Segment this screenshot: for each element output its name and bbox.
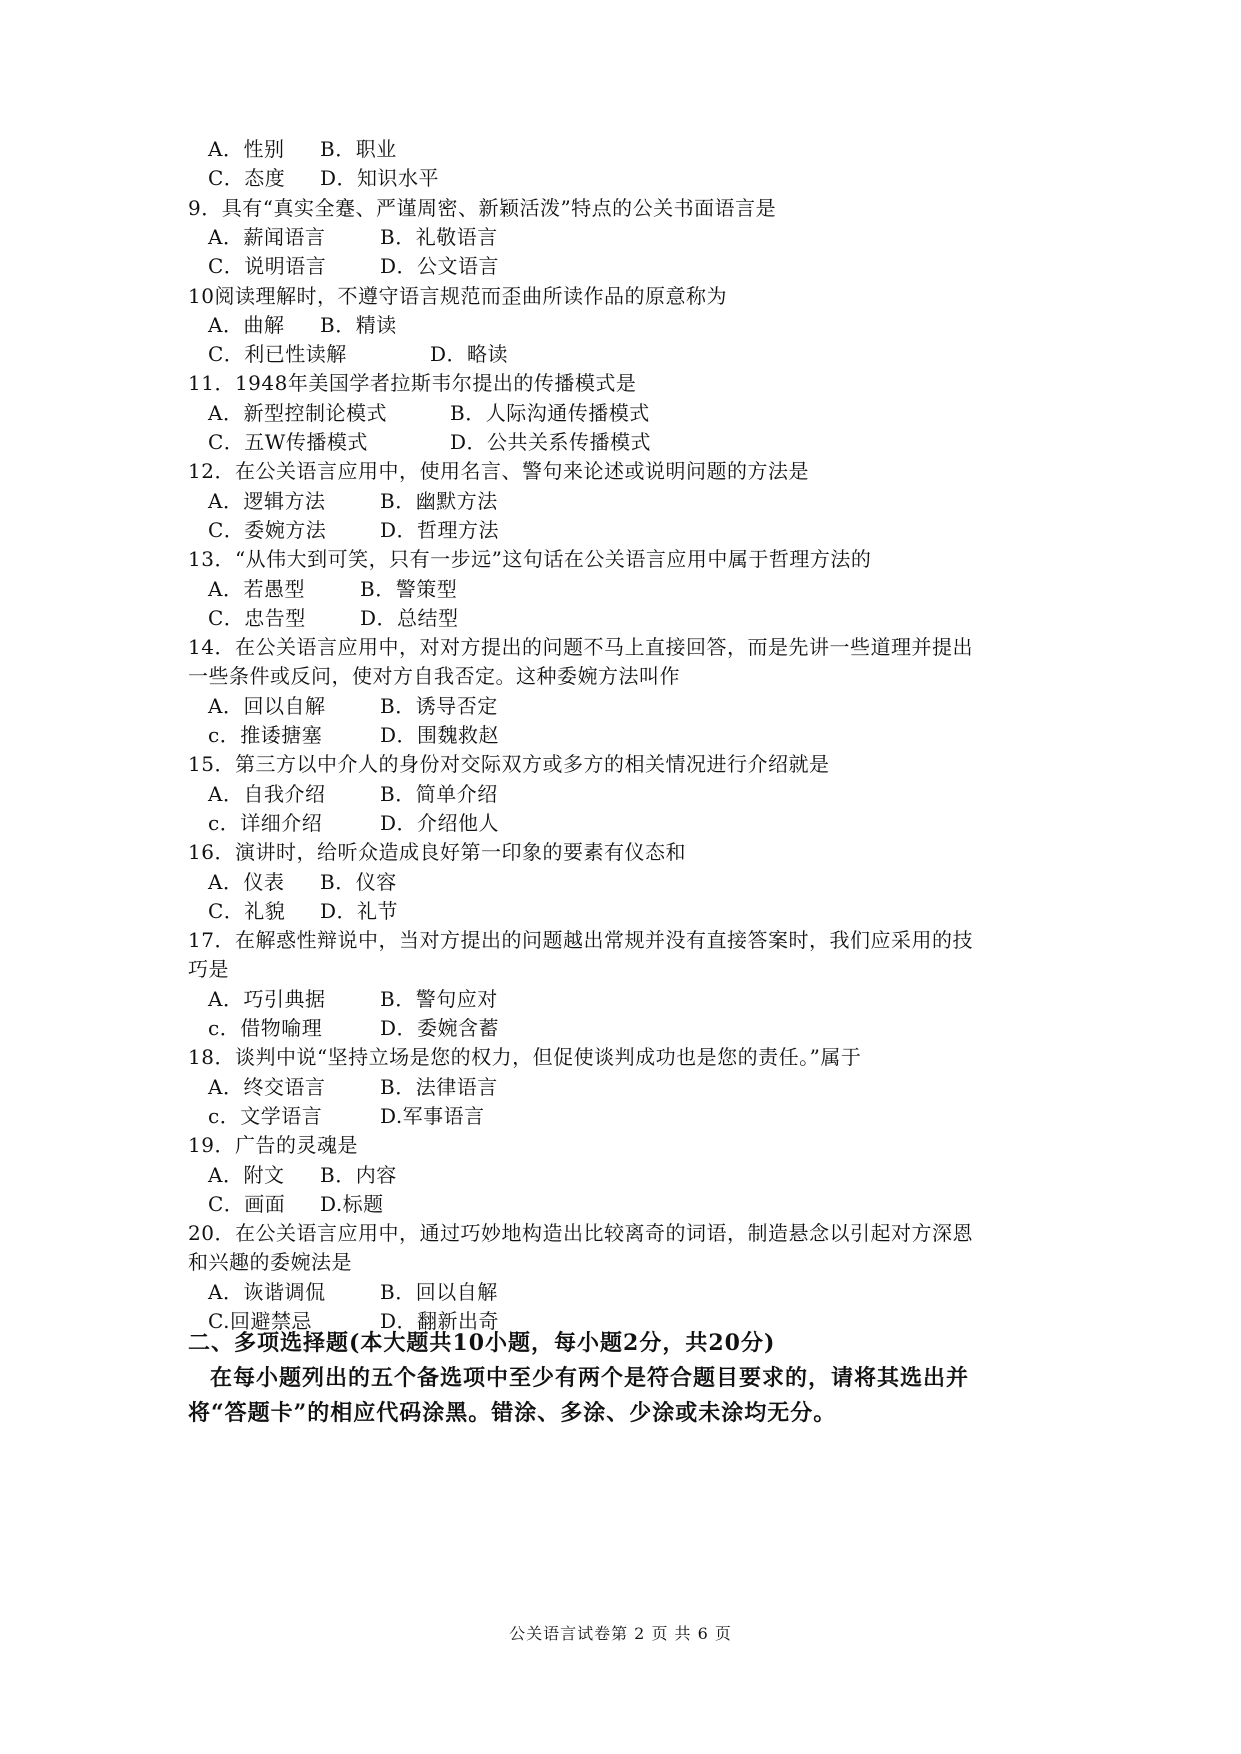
option-right: B．精读 bbox=[320, 312, 397, 337]
option-right: B．仪容 bbox=[320, 869, 397, 894]
section-heading: 二、多项选择题(本大题共10小题，每小题2分，共20分) bbox=[188, 1330, 776, 1356]
option-left: c．借物喻理 bbox=[208, 1016, 323, 1040]
option-right: D．总结型 bbox=[360, 605, 459, 630]
option-left: A．若愚型 bbox=[208, 576, 305, 601]
section-heading: 将“答题卡”的相应代码涂黑。错涂、多涂、少涂或未涂均无分。 bbox=[188, 1400, 837, 1426]
option-left: A．新型控制论模式 bbox=[208, 400, 387, 425]
option-left: C.回避禁忌 bbox=[208, 1309, 312, 1333]
option-left: A．薪闻语言 bbox=[208, 224, 326, 249]
option-right: B．简单介绍 bbox=[380, 781, 498, 806]
question-text: 11．1948年美国学者拉斯韦尔提出的传播模式是 bbox=[188, 371, 637, 396]
option-left: C．五W传播模式 bbox=[208, 430, 368, 454]
question-text: 19．广告的灵魂是 bbox=[188, 1133, 358, 1158]
option-left: C．画面 bbox=[208, 1191, 286, 1216]
option-right: B．警句应对 bbox=[380, 986, 498, 1011]
question-text: 巧是 bbox=[188, 957, 229, 982]
option-left: A．诙谐调侃 bbox=[208, 1279, 326, 1304]
option-left: C．委婉方法 bbox=[208, 517, 327, 542]
option-left: A．性别 bbox=[208, 137, 285, 161]
option-right: D．公共关系传播模式 bbox=[450, 430, 652, 454]
option-left: A．仪表 bbox=[208, 869, 285, 894]
option-right: B．幽默方法 bbox=[380, 488, 498, 513]
option-right: D．礼节 bbox=[320, 898, 399, 923]
option-right: D．介绍他人 bbox=[380, 810, 500, 835]
question-text: 15．第三方以中介人的身份对交际双方或多方的相关情况进行介绍就是 bbox=[188, 752, 830, 777]
option-left: C．利已性读解 bbox=[208, 342, 347, 367]
option-left: C．态度 bbox=[208, 166, 286, 191]
option-left: c．详细介绍 bbox=[208, 810, 323, 835]
question-text: 13．“从伟大到可笑，只有一步远”这句话在公关语言应用中属于哲理方法的 bbox=[188, 547, 872, 572]
question-text: 9．具有“真实全蹇、严谨周密、新颖活泼”特点的公关书面语言是 bbox=[188, 195, 777, 220]
option-left: A．逻辑方法 bbox=[208, 488, 326, 513]
option-left: A．附文 bbox=[208, 1162, 285, 1187]
question-text: 一些条件或反问，使对方自我否定。这种委婉方法叫作 bbox=[188, 664, 680, 689]
option-left: C．礼貌 bbox=[208, 898, 286, 923]
option-right: D．公文语言 bbox=[380, 254, 500, 279]
option-right: D．翻新出奇 bbox=[380, 1309, 500, 1333]
option-right: B．回以自解 bbox=[380, 1279, 498, 1304]
section-heading: 在每小题列出的五个备选项中至少有两个是符合题目要求的，请将其选出并 bbox=[210, 1365, 970, 1391]
option-left: A．曲解 bbox=[208, 312, 285, 337]
option-right: D.标题 bbox=[320, 1191, 384, 1216]
question-text: 和兴趣的委婉法是 bbox=[188, 1250, 352, 1275]
option-left: A．巧引典据 bbox=[208, 986, 326, 1011]
question-text: 18．谈判中说“坚持立场是您的权力，但促使谈判成功也是您的责任。”属于 bbox=[188, 1045, 862, 1070]
option-right: D．略读 bbox=[430, 342, 509, 367]
option-left: C．说明语言 bbox=[208, 254, 327, 279]
option-right: D．围魏救赵 bbox=[380, 723, 500, 747]
option-right: B．人际沟通传播模式 bbox=[450, 400, 650, 425]
page-footer: 公关语言试卷第 2 页 共 6 页 bbox=[509, 1624, 732, 1643]
option-right: B．诱导否定 bbox=[380, 693, 498, 718]
option-right: D．知识水平 bbox=[320, 166, 440, 191]
option-right: B．职业 bbox=[320, 137, 397, 161]
question-text: 12．在公关语言应用中，使用名言、警句来论述或说明问题的方法是 bbox=[188, 459, 809, 484]
option-left: C．忠告型 bbox=[208, 605, 306, 630]
option-right: D.军事语言 bbox=[380, 1103, 485, 1128]
option-right: B．礼敬语言 bbox=[380, 224, 498, 249]
option-left: A．终交语言 bbox=[208, 1074, 326, 1099]
option-left: A．自我介绍 bbox=[208, 781, 326, 806]
option-left: A．回以自解 bbox=[208, 693, 326, 718]
question-text: 10阅读理解时，不遵守语言规范而歪曲所读作品的原意称为 bbox=[188, 283, 727, 308]
option-left: c．文学语言 bbox=[208, 1103, 323, 1128]
question-text: 17．在解惑性辩说中，当对方提出的问题越出常规并没有直接答案时，我们应采用的技 bbox=[188, 928, 973, 953]
option-right: B．内容 bbox=[320, 1162, 397, 1187]
option-right: D．委婉含蓄 bbox=[380, 1016, 500, 1040]
option-right: B．法律语言 bbox=[380, 1074, 498, 1099]
question-text: 14．在公关语言应用中，对对方提出的问题不马上直接回答，而是先讲一些道理并提出 bbox=[188, 635, 973, 660]
question-text: 20．在公关语言应用中，通过巧妙地构造出比较离奇的词语，制造悬念以引起对方深恩 bbox=[188, 1221, 973, 1246]
option-right: B．警策型 bbox=[360, 576, 458, 601]
option-right: D．哲理方法 bbox=[380, 517, 500, 542]
option-left: c．推诿搪塞 bbox=[208, 723, 323, 747]
question-text: 16．演讲时，给听众造成良好第一印象的要素有仪态和 bbox=[188, 840, 686, 865]
